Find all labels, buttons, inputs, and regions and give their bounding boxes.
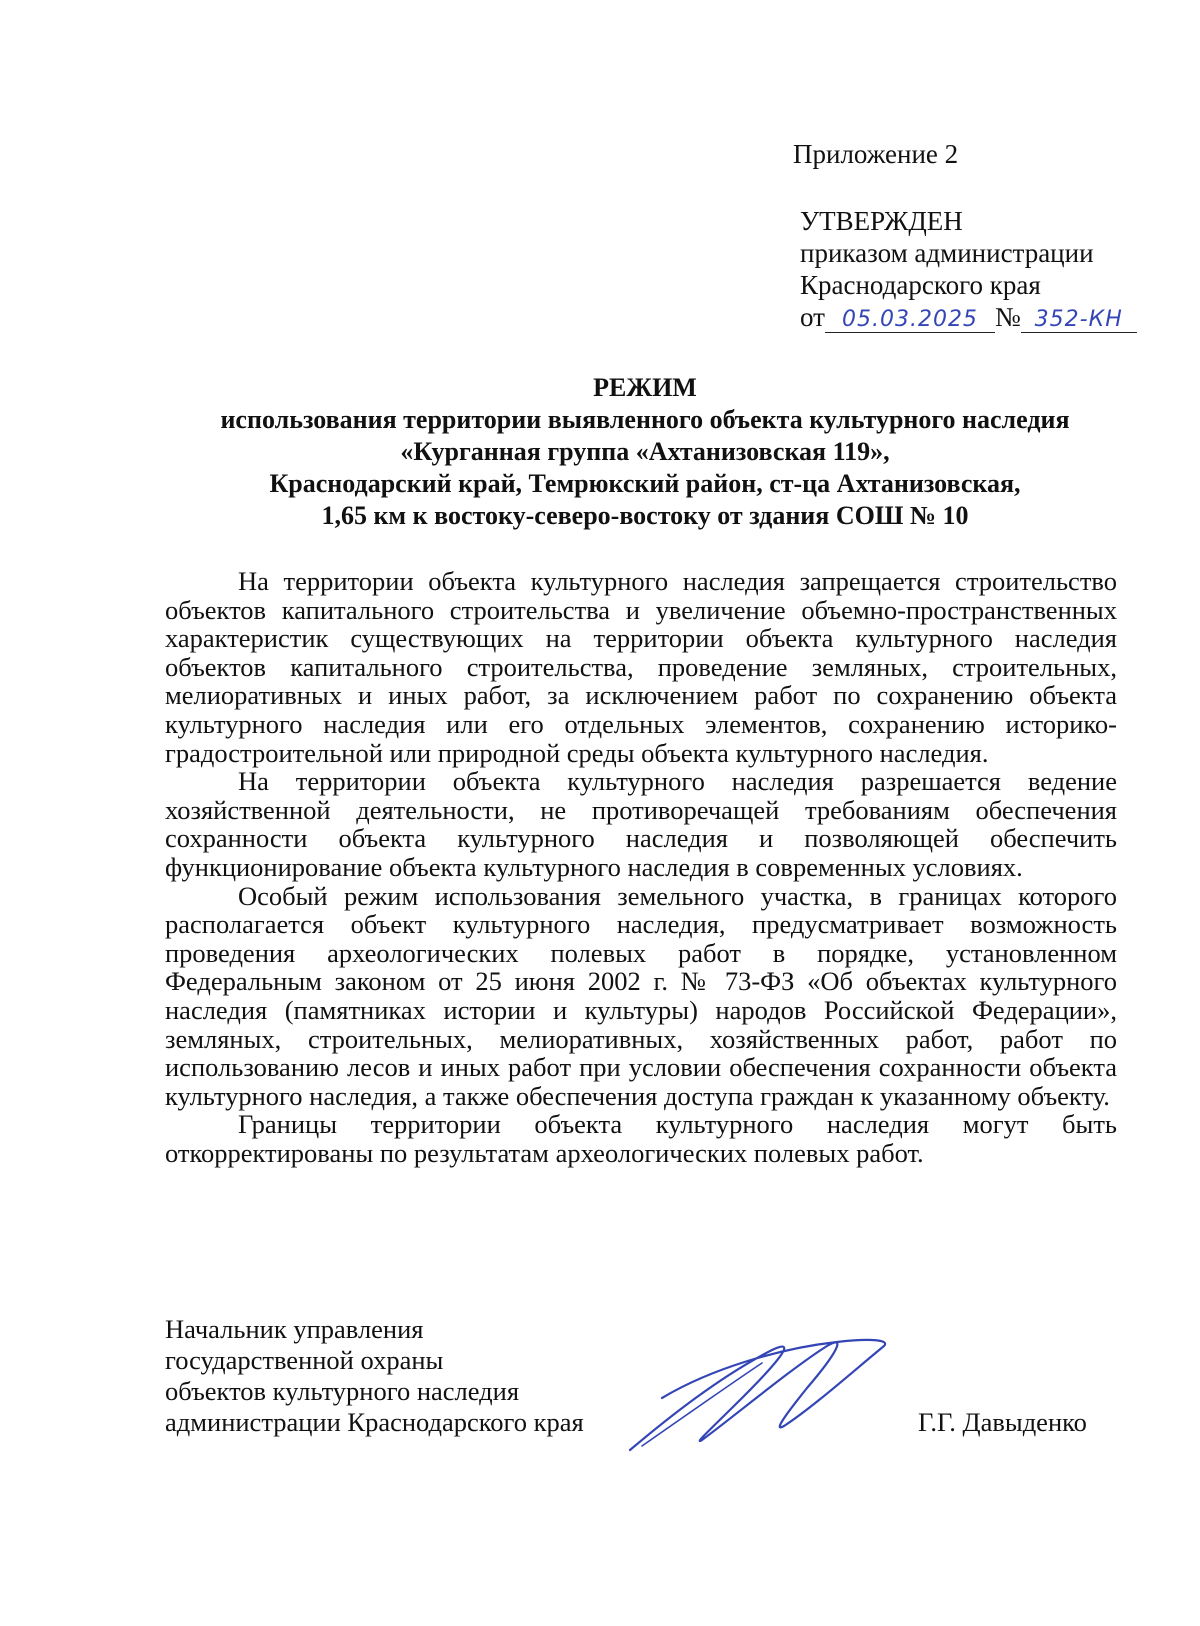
body-paragraph-2: На территории объекта культурного наследия разрешается ведение хозяйственной деятельности, не противоречащей требованиям обеспечения сохранности объекта культурного наследия и позволяющей обеспечить функционирование объекта культурного наследия в современных условиях. bbox=[165, 766, 1117, 882]
approval-line-1: приказом администрации bbox=[800, 238, 1094, 268]
signer-line-4: администрации Краснодарского края bbox=[165, 1407, 584, 1437]
approval-line-2: Краснодарского края bbox=[800, 270, 1041, 300]
title-line-3: Краснодарский край, Темрюкский район, ст-ца Ахтанизовская, bbox=[269, 469, 1021, 498]
body-paragraph-3: Особый режим использования земельного участка, в границах которого располагается объект культурного наследия, предусматривает возможность проведения археологических полевых работ в порядке, установленном Федеральным законом от 25 июня 2002 г. № 73-ФЗ «Об объектах культурного наследия (памятниках истории и культуры) народов Российской Федерации», земляных, строительных, мелиоративных, хозяйственных работ, работ по использованию лесов и иных работ при условии обеспечения сохранности объекта культурного наследия, а также обеспечения доступа граждан к указанному объекту. bbox=[165, 880, 1117, 1111]
approval-date-value: 05.03.2025 bbox=[825, 308, 995, 333]
title-line-1: использования территории выявленного объекта культурного наследия bbox=[220, 405, 1070, 434]
approval-stamp-block bbox=[800, 205, 1170, 333]
approval-heading: УТВЕРЖДЕН bbox=[800, 206, 963, 236]
document-title bbox=[160, 372, 1130, 532]
body-paragraph-1: На территории объекта культурного наследия запрещается строительство объектов капитального строительства и увеличение объемно-пространственных характеристик существующих на территории объекта культурного наследия объектов капитального строительства, проведение земляных, строительных, мелиоративных и иных работ, за исключением работ по сохранению объекта культурного наследия или его отдельных элементов, сохранению историко-градостроительной или природной среды объекта культурного наследия. bbox=[165, 566, 1117, 768]
approval-number-label: № bbox=[994, 302, 1021, 332]
document-body bbox=[165, 567, 1117, 1167]
signer-line-1: Начальник управления bbox=[165, 1314, 424, 1344]
approval-from-label: от bbox=[800, 302, 825, 332]
title-heading: РЕЖИМ bbox=[593, 373, 697, 402]
appendix-label: Приложение 2 bbox=[793, 139, 959, 169]
title-line-2: «Курганная группа «Ахтанизовская 119», bbox=[400, 437, 890, 466]
handwritten-signature bbox=[622, 1328, 892, 1458]
title-line-4: 1,65 км к востоку-северо-востоку от здания СОШ № 10 bbox=[321, 501, 969, 530]
signer-line-3: объектов культурного наследия bbox=[165, 1376, 520, 1406]
signer-position bbox=[165, 1314, 584, 1438]
body-paragraph-4: Границы территории объекта культурного наследия могут быть откорректированы по результатам археологических полевых работ. bbox=[165, 1109, 1117, 1168]
approval-date-number-line bbox=[800, 301, 1170, 333]
approval-number-value: 352-КН bbox=[1021, 308, 1137, 333]
signer-line-2: государственной охраны bbox=[165, 1345, 444, 1375]
signer-name: Г.Г. Давыденко bbox=[918, 1407, 1087, 1437]
